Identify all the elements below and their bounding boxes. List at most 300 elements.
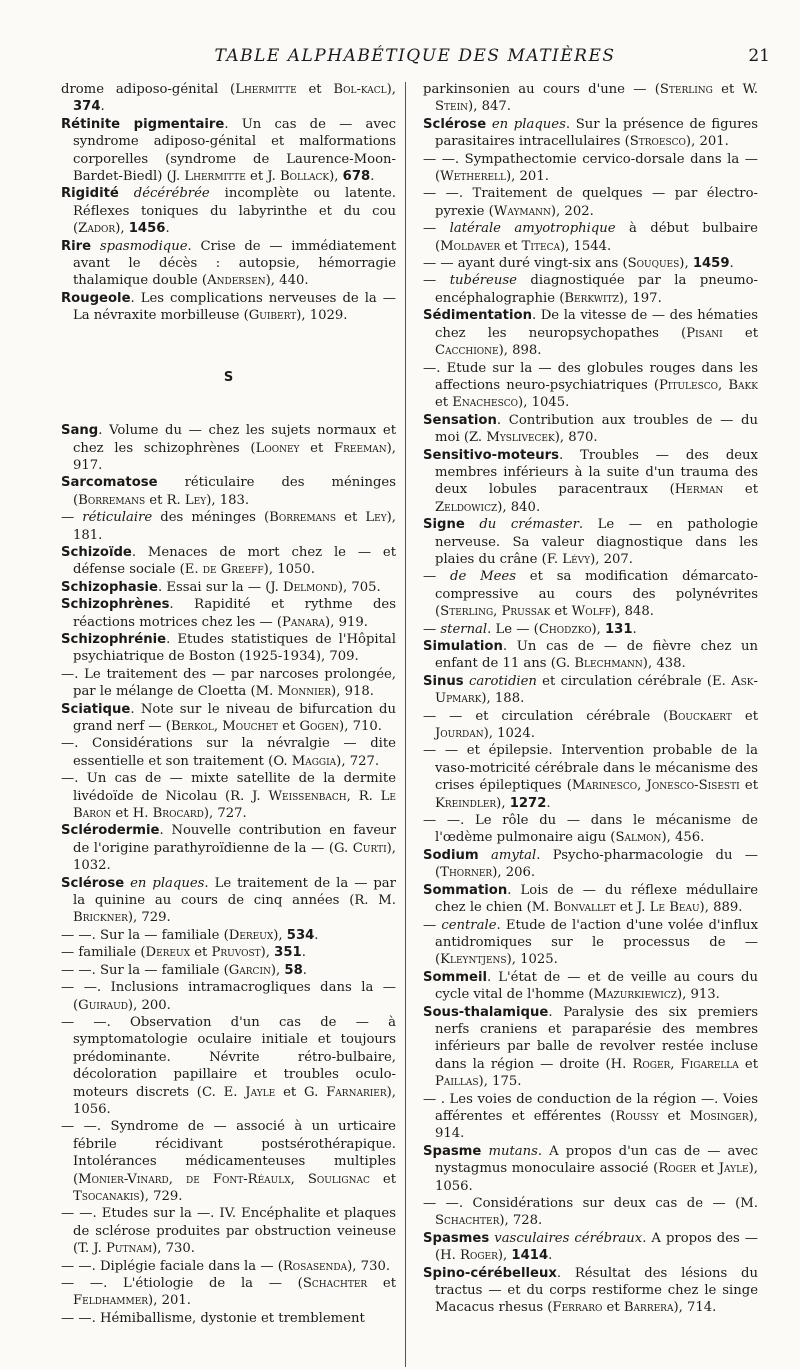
entry-keyword: Sarcomatose <box>61 475 158 491</box>
entry-text: — — et circulation cérébrale ( <box>423 708 669 724</box>
entry-text: ), 438. <box>642 656 686 672</box>
entry-keyword: Sensation <box>423 412 497 428</box>
index-entry <box>423 847 758 882</box>
index-entry <box>61 596 396 631</box>
entry-text: . Sur la présence de figures parasitaires intracellulaires ( <box>435 116 758 150</box>
entry-page-bold: 1456 <box>128 221 166 237</box>
entry-qualifier: réticulaire <box>82 510 153 526</box>
entry-text: ), 1024. <box>483 726 535 742</box>
entry-page-bold: 678 <box>342 169 371 185</box>
entry-text: ), 729. <box>139 1188 183 1204</box>
entry-author: Thorner <box>440 865 493 881</box>
index-entry <box>61 927 396 944</box>
entry-author: M. Bonvallet <box>531 900 616 916</box>
entry-author: Kleyntjens <box>440 952 507 968</box>
index-entry <box>61 631 396 666</box>
entry-author: Ley <box>365 510 387 526</box>
entry-author: Sterling <box>659 82 713 97</box>
entry-author: R. M. Brickner <box>73 893 396 926</box>
entry-text: et <box>435 395 453 411</box>
entry-author: H. Roger <box>440 1248 498 1264</box>
entry-text: — <box>423 569 451 585</box>
index-entry <box>61 701 396 736</box>
entry-text: — —. Syndrome de — associé à un urticaire fébrile récidivant postsérothérapique. Intolérances médicamenteuses multiples ( <box>61 1119 396 1187</box>
entry-keyword: Schizoïde <box>61 544 132 560</box>
index-entry <box>423 307 758 359</box>
entry-text: — <box>61 510 83 526</box>
entry-text: — <box>423 621 441 637</box>
entry-author: Wolff <box>571 604 612 620</box>
index-entry <box>61 116 396 186</box>
index-entry <box>61 422 396 474</box>
entry-text: . <box>546 795 551 811</box>
index-entry <box>61 1205 396 1257</box>
entry-text: ), 197. <box>618 290 662 306</box>
entry-text: et <box>500 238 522 254</box>
entry-text: et <box>550 604 572 620</box>
entry-author: G. Blechmann <box>555 656 643 672</box>
entry-qualifier: centrale <box>441 917 497 933</box>
entry-text: ), 1032. <box>73 840 396 874</box>
entry-author: Chodzko <box>538 621 592 637</box>
entry-text: . Contribution aux troubles de — du moi ( <box>435 412 758 446</box>
index-entry <box>61 944 396 961</box>
entry-text: — familiale ( <box>61 945 146 961</box>
entry-text: et sa modification démarcato-compressive au cours des polynévrites ( <box>435 569 758 620</box>
entry-text: — —. Etudes sur la —. IV. Encéphalite et plaques de sclérose produites par obstruction veineuse ( <box>61 1206 396 1257</box>
entry-text: ), <box>386 82 396 97</box>
entry-author: Jayle <box>718 1161 749 1177</box>
entry-text: et <box>712 82 743 97</box>
entry-author: de Font-Réaulx <box>186 1171 291 1187</box>
entry-author: Schachter <box>302 1276 368 1291</box>
entry-keyword: Sommation <box>423 882 508 898</box>
index-entry <box>61 1310 396 1327</box>
entry-author: Bakk <box>728 377 758 393</box>
entry-text: ), 1056. <box>435 1161 758 1194</box>
entry-author: Pisani <box>686 325 723 341</box>
entry-qualifier: latérale amyotrophique <box>449 221 616 237</box>
entry-text: incomplète ou latente. Réflexes toniques du labyrinthe et du cou ( <box>73 186 396 237</box>
index-entry <box>423 220 758 255</box>
entry-text <box>91 239 100 254</box>
entry-text: , <box>493 604 502 620</box>
entry-text: ), 206. <box>492 865 536 881</box>
entry-text: — <box>423 273 450 289</box>
entry-page-bold: 1414 <box>511 1248 549 1264</box>
entry-text: — —. Le rôle du — dans le mécanisme de l'œdème pulmonaire aigu ( <box>423 813 758 846</box>
entry-text: — — ayant duré vingt-six ans ( <box>423 256 628 272</box>
entry-text: — —. Sur la — familiale ( <box>61 962 229 978</box>
page-header <box>60 46 770 76</box>
entry-text: ), 710. <box>339 719 382 734</box>
section-letter: S <box>223 369 234 385</box>
entry-text: des méninges ( <box>152 510 270 526</box>
entry-text: ), 181. <box>73 510 396 543</box>
index-entry <box>423 812 758 847</box>
entry-author: Bouckaert <box>668 708 732 724</box>
entry-author: Lhermitte <box>235 82 297 97</box>
entry-text: et <box>738 1056 758 1072</box>
index-entry <box>61 290 396 325</box>
entry-author: Zador <box>78 221 116 237</box>
entry-author: Gogen <box>299 719 340 734</box>
entry-text: et <box>245 169 268 185</box>
entry-text: — —. Sur la — familiale ( <box>61 927 229 943</box>
entry-author: Kreindler <box>435 795 497 811</box>
index-entry <box>61 979 396 1014</box>
entry-text: ), 1544. <box>559 238 612 254</box>
entry-keyword: Spino-cérébelleux <box>423 1265 557 1281</box>
entry-author: Borremans <box>78 492 146 508</box>
entry-qualifier: vasculaires cérébraux <box>494 1230 643 1246</box>
entry-text: diagnostiquée par la pneumo-encéphalographie ( <box>435 273 758 306</box>
entry-text: ), 728. <box>499 1213 543 1229</box>
index-entry <box>423 272 758 307</box>
index-column-left <box>61 81 396 1327</box>
entry-text: . <box>548 1248 553 1264</box>
entry-text: et <box>299 440 334 456</box>
entry-text: parkinsonien au cours d'une — ( <box>423 82 660 97</box>
entry-author: Roussy <box>615 1108 659 1124</box>
index-entry <box>423 116 758 151</box>
entry-text: et <box>723 482 758 498</box>
entry-text: ), <box>273 927 287 943</box>
entry-text: ), 1029. <box>296 308 348 324</box>
index-entry <box>61 735 396 770</box>
entry-text: — —. Observation d'un cas de — à symptomatologie oculaire initiale et toujours prédominante. Névrite rétro-bulbaire, décoloration papillaire et troubles oculo-moteurs discrets ( <box>61 1014 396 1100</box>
entry-author: M. Monnier <box>255 684 332 700</box>
entry-text: — —. Traitement de quelques — par électro-pyrexie ( <box>423 186 758 219</box>
entry-text: ), 201. <box>506 169 549 185</box>
entry-author: R. Ley <box>166 492 207 508</box>
entry-author: Looney <box>255 440 300 456</box>
entry-text: ), 1025. <box>506 952 558 968</box>
entry-text: . Lois de — du réflexe médullaire chez le chien ( <box>435 882 758 916</box>
entry-text: ), 889. <box>699 900 743 916</box>
entry-text: — <box>423 917 442 933</box>
entry-text: et <box>336 510 366 526</box>
entry-text: ), 918. <box>331 684 374 700</box>
entry-text: ), <box>679 256 693 272</box>
entry-text: ), <box>329 169 343 185</box>
entry-text: . Le traitement de la — par la quinine au cours de cinq années ( <box>73 875 396 909</box>
entry-author: T. J. Putnam <box>78 1241 153 1257</box>
entry-text: et <box>145 492 167 508</box>
index-entry <box>423 516 758 568</box>
entry-text: et <box>739 778 758 794</box>
entry-qualifier: du crémaster <box>479 517 579 533</box>
entry-text: , <box>670 1056 681 1072</box>
entry-author: Roger <box>658 1161 697 1177</box>
index-entry <box>423 969 758 1004</box>
entry-list-left-bottom <box>61 422 396 1327</box>
index-entry <box>61 666 396 701</box>
index-entry <box>61 822 396 874</box>
entry-text: . <box>165 221 170 237</box>
entry-text: . <box>370 169 375 185</box>
entry-author: Jonesco-Sisesti <box>646 778 740 794</box>
entry-text: , <box>346 788 359 804</box>
entry-qualifier: en plaques <box>130 875 205 891</box>
index-entry <box>61 185 396 237</box>
entry-text: . Le — en pathologie nerveuse. Sa valeur diagnostique dans les plaies du crâne ( <box>435 517 758 567</box>
index-entry <box>61 962 396 979</box>
entry-author: Panara <box>282 614 326 630</box>
entry-author: Sterling <box>440 604 494 620</box>
entry-text: ), 705. <box>337 579 381 595</box>
entry-text: ), 1056. <box>73 1084 396 1117</box>
entry-author: Enachesco <box>452 395 519 411</box>
entry-keyword: Sous-thalamique <box>423 1004 549 1020</box>
entry-text: ), 1045. <box>518 395 570 411</box>
index-entry <box>423 255 758 272</box>
entry-author: Berkwitz <box>564 290 619 306</box>
entry-text: . <box>632 621 637 637</box>
entry-author: C. E. Jayle <box>201 1084 276 1100</box>
entry-text: ), <box>270 962 285 978</box>
index-entry <box>61 544 396 579</box>
entry-text: . A propos d'un cas de — avec nystagmus monoculaire associé ( <box>435 1143 758 1177</box>
index-entry <box>423 447 758 517</box>
entry-text <box>479 848 491 863</box>
entry-keyword: Rigidité <box>61 186 119 202</box>
entry-text: et <box>275 1084 305 1100</box>
entry-list-right <box>423 81 758 1317</box>
entry-author: Moldaver <box>440 238 501 254</box>
entry-keyword: Simulation <box>423 639 503 654</box>
entry-author: Feldhammer <box>73 1293 149 1309</box>
entry-text: . Troubles — des deux membres inférieurs à la suite d'un trauma des deux lobules paracentraux ( <box>435 447 758 498</box>
entry-text: ), 870. <box>554 430 598 446</box>
entry-author: Garcin <box>228 962 271 978</box>
entry-text: , <box>290 1171 308 1187</box>
entry-text: et circulation cérébrale ( <box>536 673 713 689</box>
entry-author: M. Schachter <box>435 1196 758 1229</box>
entry-author: Wetherell <box>440 169 507 185</box>
entry-text <box>465 517 480 532</box>
entry-author: Soulignac <box>307 1171 370 1187</box>
entry-author: Guibert <box>248 308 297 324</box>
entry-author: O. Maggia <box>273 753 337 769</box>
entry-text <box>119 186 134 201</box>
entry-keyword: Signe <box>423 517 465 533</box>
entry-keyword: Sensitivo-moteurs <box>423 447 559 463</box>
entry-author: Monier-Vinard <box>78 1171 169 1187</box>
entry-author: Z. Myslivecek <box>469 430 555 446</box>
entry-text: . Essai sur la — ( <box>158 579 271 595</box>
entry-author: Mosinger <box>689 1108 749 1124</box>
entry-author: Jourdan <box>435 726 484 742</box>
entry-text: . Note sur le niveau de bifurcation du grand nerf — ( <box>73 701 396 734</box>
entry-text: —. Un cas de — mixte satellite de la dermite livédoïde de Nicolau ( <box>61 771 396 804</box>
entry-author: Prussak <box>501 604 551 620</box>
entry-page-bold: 351 <box>274 945 302 961</box>
entry-text: , <box>718 377 729 393</box>
running-title: TABLE ALPHABÉTIQUE DES MATIÈRES <box>214 46 616 66</box>
entry-text: réticulaire des méninges ( <box>73 475 396 508</box>
entry-text: drome adiposo-génital ( <box>61 82 236 97</box>
page-number: 21 <box>748 46 770 66</box>
index-entry <box>61 474 396 509</box>
entry-author: H. Roger <box>610 1056 671 1072</box>
entry-author: Cacchione <box>435 343 499 359</box>
entry-text: ), 847. <box>468 99 511 115</box>
entry-author: G. Farnarier <box>304 1084 387 1100</box>
entry-qualifier: amytal <box>491 847 537 863</box>
entry-page-bold: 58 <box>284 962 303 978</box>
index-entry <box>61 1258 396 1275</box>
index-entry <box>61 875 396 927</box>
entry-keyword: Sang <box>61 423 99 439</box>
entry-text: . <box>100 99 105 115</box>
entry-text: , <box>213 719 223 734</box>
entry-author: W. Stein <box>435 82 758 115</box>
entry-keyword: Spasme <box>423 1143 482 1159</box>
index-entry <box>61 238 396 290</box>
entry-author: Rosasenda <box>282 1258 348 1274</box>
index-entry <box>423 151 758 186</box>
entry-text: et <box>731 708 758 724</box>
entry-author: Salmon <box>615 830 662 846</box>
entry-qualifier: sternal <box>440 621 488 637</box>
entry-author: Berkol <box>170 719 214 734</box>
entry-text: . Les complications nerveuses de la — La névraxite morbilleuse ( <box>73 290 396 324</box>
entry-author: Mazurkiewicz <box>593 987 677 1003</box>
entry-text: ), 183. <box>206 492 250 508</box>
entry-author: J. Delmond <box>270 579 338 595</box>
entry-author: Paillas <box>435 1074 479 1090</box>
entry-text: ), 727. <box>336 753 380 769</box>
entry-keyword: Rougeole <box>61 290 131 306</box>
index-entry <box>61 81 396 116</box>
entry-text: — —. Considérations sur deux cas de — ( <box>423 1196 741 1211</box>
entry-keyword: Schizophrènes <box>61 597 170 613</box>
entry-author: J. Le Beau <box>637 900 700 916</box>
entry-text: et <box>602 1300 624 1316</box>
entry-author: R. Le Baron <box>73 788 396 822</box>
entry-keyword: Schizophrénie <box>61 631 167 647</box>
index-column-right <box>423 81 758 1317</box>
entry-qualifier: en plaques <box>491 116 566 132</box>
entry-keyword: Sommeil <box>423 969 488 985</box>
entry-text: . Volume du — chez les sujets normaux et chez les schizophrènes ( <box>73 423 396 456</box>
entry-text: ), <box>591 621 605 637</box>
entry-text: ), 730. <box>347 1258 391 1274</box>
entry-list-left-top <box>61 81 396 325</box>
index-entry <box>423 1004 758 1091</box>
entry-text: et <box>277 719 300 734</box>
entry-text: ), 456. <box>661 830 705 846</box>
entry-text: ), 919. <box>325 614 368 630</box>
entry-qualifier: spasmodique <box>99 238 188 254</box>
entry-text: . A propos des — ( <box>435 1230 758 1264</box>
entry-text: et <box>615 900 638 916</box>
index-entry <box>423 1143 758 1195</box>
entry-text: . Paralysie des six premiers nerfs craniens et paraparésie des membres inférieurs par balle de revolver restée incluse dans la région — droite ( <box>435 1004 758 1072</box>
index-entry <box>423 742 758 812</box>
entry-qualifier: de Mees <box>450 569 516 585</box>
index-entry <box>423 412 758 447</box>
entry-text: et <box>658 1108 690 1124</box>
entry-text: —. Etude sur la — des globules rouges dans les affections neuro-psychiatriques ( <box>423 360 758 393</box>
entry-author: Guiraud <box>78 997 128 1013</box>
entry-author: Barrera <box>623 1300 674 1316</box>
entry-keyword: Sclérose <box>61 875 125 891</box>
entry-text: . Nouvelle contribution en faveur de l'origine parathyroïdienne de la — ( <box>73 823 396 856</box>
entry-text: ), 840. <box>497 499 541 515</box>
index-entry <box>423 673 758 708</box>
index-entry <box>61 1014 396 1118</box>
entry-text: — —. Sympathectomie cervico-dorsale dans la — ( <box>423 151 758 185</box>
entry-text: ), 848. <box>611 604 654 620</box>
entry-author: Pitulesco <box>659 377 719 393</box>
entry-text: ), 201. <box>685 134 729 150</box>
entry-text: . Psycho-pharmacologie du — ( <box>435 847 758 881</box>
entry-keyword: Rétinite pigmentaire <box>61 116 225 132</box>
entry-author: G. Curti <box>333 840 387 856</box>
entry-text: — —. Inclusions intramacrogliques dans la — ( <box>61 980 396 1013</box>
entry-text: ), 730. <box>152 1241 195 1257</box>
entry-text: ), 200. <box>127 997 171 1013</box>
entry-text: — <box>423 221 450 237</box>
index-entry <box>423 621 758 638</box>
entry-author: Zeldowicz <box>435 499 498 515</box>
index-entry <box>423 1091 758 1143</box>
entry-text: et <box>367 1276 396 1291</box>
entry-text: et <box>111 806 133 822</box>
entry-author: E. de Greeff <box>184 562 264 578</box>
entry-text: —. Le traitement des — par narcoses prolongée, par le mélange de Cloetta ( <box>61 666 396 700</box>
index-entry <box>423 1265 758 1317</box>
entry-text: et <box>190 945 212 961</box>
index-entry <box>423 917 758 969</box>
entry-author: J. Bollack <box>267 169 330 185</box>
index-entry <box>423 360 758 412</box>
entry-author: Figarella <box>680 1056 739 1072</box>
entry-text: et <box>369 1171 397 1187</box>
entry-author: Waymann <box>493 203 551 219</box>
index-entry <box>61 509 396 544</box>
entry-text: . Crise de — immédiatement avant le décès : autopsie, hémorragie thalamique double ( <box>73 238 396 289</box>
entry-text: , <box>168 1171 186 1187</box>
entry-text: — . Les voies de conduction de la région —. Voies afférentes et efférentes ( <box>423 1091 758 1124</box>
index-entry <box>423 638 758 673</box>
entry-author: Marinesco <box>571 778 638 794</box>
entry-text: ), 913. <box>676 987 720 1003</box>
entry-text: et <box>296 82 334 97</box>
entry-author: Andersen <box>207 273 266 289</box>
index-entry <box>423 185 758 220</box>
entry-author: R. J. Weissenbach <box>230 788 347 804</box>
entry-text: ), <box>496 795 510 811</box>
index-entry <box>423 708 758 743</box>
entry-text: ), 729. <box>127 910 171 926</box>
entry-author: Bol-kacl <box>333 82 387 97</box>
entry-qualifier: carotidien <box>468 673 537 689</box>
entry-text: . Etudes statistiques de l'Hôpital psychiatrique de Boston (1925-1934), 709. <box>73 631 396 665</box>
entry-qualifier: tubéreuse <box>449 273 517 289</box>
index-entry <box>423 1195 758 1230</box>
entry-text: ), 917. <box>73 440 396 473</box>
index-entry <box>61 770 396 822</box>
entry-text: ), 175. <box>478 1074 522 1090</box>
entry-author: J. Lhermitte <box>171 169 246 185</box>
entry-page-bold: 534 <box>286 927 315 943</box>
entry-text: . Résultat des lésions du tractus — et du corps restiforme chez le singe Macacus rhesus ( <box>435 1265 758 1316</box>
entry-keyword: Sclérodermie <box>61 823 160 839</box>
entry-text: ), 207. <box>590 551 633 567</box>
